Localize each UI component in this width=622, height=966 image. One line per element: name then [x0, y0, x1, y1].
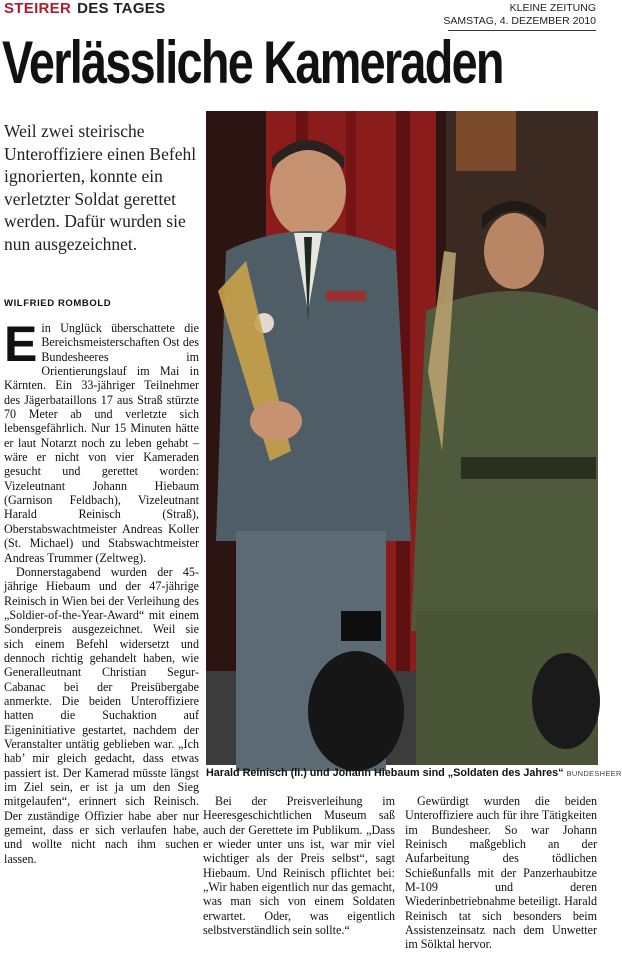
paragraph-1 — [4, 316, 199, 565]
award-photo — [206, 111, 598, 765]
section-kicker: STEIRER — [4, 0, 72, 17]
article-column-3 — [405, 794, 597, 966]
drop-cap: E — [4, 316, 38, 372]
photo-credit: BUNDESHEER — [566, 769, 622, 778]
lede: Weil zwei steirische Unteroffiziere einen Befehl ignorierten, konnte ein verletzter Soldat gerettet werden. Dafür wurden sie nun ausgezeichnet. — [4, 121, 197, 254]
publication-name: KLEINE ZEITUNG — [509, 2, 596, 14]
paragraph-2: Donnerstagabend wurden der 45-jährige Hiebaum und der 47-jährige Reinisch in Wien bei der Verleihung des „Soldier-of-the-Year-Award“ mit einem Sonderpreis ausgezeichnet. Weil sie sich einem Befehl widersetzt und dennoch richtig gehandelt haben, wie Generalleutnant Christian Segur-Cabanac bei der Preisübergabe anmerkte. Die beiden Unteroffiziere hatten die Suchaktion auf Eigeninitiative gestartet, nachdem der Veranstalter untätig geblieben war. „Ich hab’ mir gleich gedacht, dass etwas passiert ist. Der Kamerad müsste längst im Ziel sein, er ist ja um den Sieg mitgelaufen“, erinnert sich Reinisch. Der zuständige Offizier habe aber nur gemeint, dass er sich verlaufen habe, und wollte nicht nach ihm suchen lassen. — [4, 564, 199, 866]
article-column-2 — [203, 794, 395, 966]
section-header — [4, 0, 165, 17]
paragraph-1-text: in Unglück überschattete die Bereichsmeisterschaften Ost des Bundesheeres im Orientierungslauf im Mai in Kärnten. Ein 33-jähriger Teilnehmer des Jägerbataillons 17 aus Straß stürzte 70 Meter ab und verletzte sich lebensgefährlich. Nur 15 Minuten hätte er laut Notarzt noch zu leben gehabt – wäre er nicht von vier Kameraden gesucht und gerettet worden: Vizeleutnant Johann Hiebaum (Garnison Feldbach), Vizeleutnant Harald Reinisch (Straß), Oberstabswachtmeister Andreas Koller (St. Michael) und Stabswachtmeister Andreas Trummer (Zeltweg). — [4, 321, 199, 565]
masthead-info — [443, 2, 596, 28]
photo-caption — [206, 767, 622, 779]
publication-date: SAMSTAG, 4. DEZEMBER 2010 — [443, 15, 596, 27]
paragraph-4: Gewürdigt wurden die beiden Unteroffiziere auch für ihre Tätigkeiten im Bundesheer. So war Johann Reinisch maßgeblich an der Aufarbeitung des tödlichen Schießunfalls mit der Panzerhaubitze M-109 und deren Wiederinbetriebnahme beteiligt. Harald Reinisch tat sich besonders beim Assistenzeinsatz nach dem Unwetter im Sölktal hervor. — [405, 794, 597, 952]
caption-text: Harald Reinisch (li.) und Johann Hiebaum sind „Soldaten des Jahres“ — [206, 767, 564, 779]
byline: WILFRIED ROMBOLD — [4, 298, 112, 309]
section-title: DES TAGES — [77, 0, 166, 17]
photo-illustration — [206, 111, 598, 765]
paragraph-3: Bei der Preisverleihung im Heeresgeschichtlichen Museum saß auch der Gerettete im Publikum. „Dass er wieder unter uns ist, war mir viel wichtiger als der Preis selbst“, sagt Hiebaum. Und Reinisch pflichtet bei: „Wir haben eigentlich nur das gemacht, was man sich von einem Soldaten erwartet. Oder, was eigentlich selbstverständlich sein sollte.“ — [203, 794, 395, 938]
article-column-1 — [4, 316, 199, 966]
headline: Verlässliche Kameraden — [2, 29, 503, 96]
